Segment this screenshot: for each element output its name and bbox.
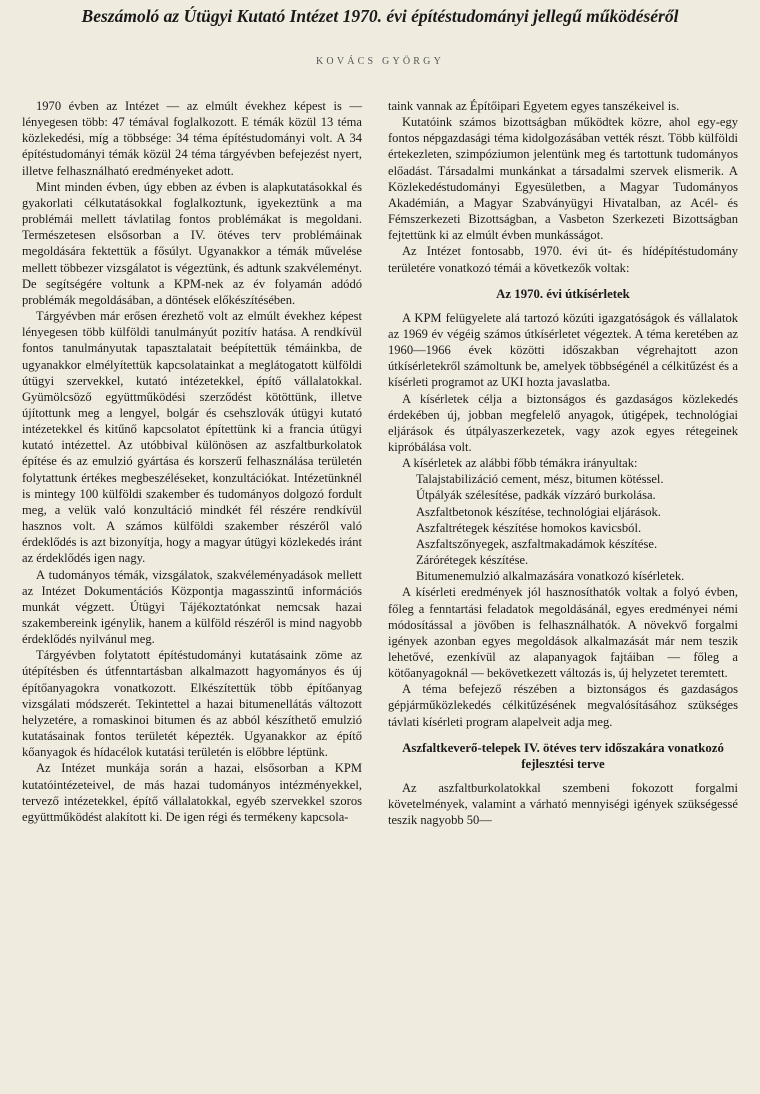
paragraph: Az Intézet fontosabb, 1970. évi út- és hídépítéstudomány területére vonatkozó témái a következők voltak: xyxy=(388,244,738,275)
section-heading: Aszfaltkeverő-telepek IV. ötéves terv időszakára vonatkozó fejlesztési terve xyxy=(402,740,724,771)
paragraph: Tárgyévben már erősen érezhető volt az elmúlt évekhez képest lényegesen több külföldi tanulmányút pozitív hatása. A rendkívül fontos tanulmányutak tapasztalatait beépítettük témáinkba, de ugyanakkor elmélyítettük kapcsolatainkat a meglátogatott külföldi útügyi szervekkel, kutató intézetekkel, építő vállalatokkal. Gyümölcsöző együttműködési szerződést kötöttünk, illetve újítottunk meg a lengyel, bolgár és csehszlovák útügyi kutató intézetekkel és kitűnő kapcsolatot építettünk ki a francia útügyi kutató intézettel. Az utóbbival különösen az aszfaltburkolatok építése és az emulzió gyártása és korszerű felhasználása területén folytattunk értékes megbeszéléseket, konzultációkat. Intézetünknél is mintegy 100 külföldi szakember és tudományos dolgozó fordult meg, a velük való konzultáció mindkét fél részére rendkívül hasznos volt. A számos külföldi szakember részéről való érdeklődés is azt bizonyítja, hogy a magyar útügyi közlekedés iránt az érdeklődés igen nagy. xyxy=(22,309,362,566)
topic-list xyxy=(388,471,738,584)
list-item: Aszfaltbetonok készítése, technológiai eljárások. xyxy=(416,504,661,519)
paragraph: A téma befejező részében a biztonságos és gazdaságos gépjárműközlekedés célkitűzésének megvalósításához szükséges távlati kísérleti program alapelveit adja meg. xyxy=(388,682,738,729)
paragraph: A kísérletek az alábbi főbb témákra irányultak: xyxy=(402,456,638,471)
right-column xyxy=(388,98,738,828)
paragraph-continued: taink vannak az Építőipari Egyetem egyes tanszékeivel is. xyxy=(388,99,680,113)
list-item: Talajstabilizáció cement, mész, bitumen kötéssel. xyxy=(416,472,664,487)
paragraph: A tudományos témák, vizsgálatok, szakvéleményadások mellett az Intézet Dokumentációs Központja magasszintű információs munkát végzett. Útügyi Tájékoztatónkat nemcsak hazai szakembereink igénylik, hanem a külföld részéről is mind nagyobb érdeklődés nyilvánul meg. xyxy=(22,567,362,647)
paragraph: Tárgyévben folytatott építéstudományi kutatásaink zöme az útépítésben és útfenntartásban alkalmazott hagyományos és új építőanyagokra vonatkozott. Elkészítettük több építőanyag vizsgálati módszerét. Tekintettel a hazai bitumenellátás változott helyzetére, a romaskinoi bitumen és az abból készíthető emulzió kutatásainak fontos területét képezték. Ugyanakkor az építő kőanyagok és hídacélok kutatási területén is előbbre léptünk. xyxy=(22,648,362,760)
article-title: Beszámoló az Útügyi Kutató Intézet 1970. évi építéstudományi jellegű működéséről xyxy=(81,6,679,26)
paragraph: A KPM felügyelete alá tartozó közúti igazgatóságok és vállalatok az 1969 év végéig számos útkísérletet végeztek. A téma keretében az 1960—1966 évek közötti időszakban végrehajtott azon útkísérletekről számoltunk be, amelyek többségénél a célkitűzést és a kísérleti programot az UKI hozta javaslatba. xyxy=(388,310,738,390)
left-column xyxy=(22,98,362,825)
list-item: Útpályák szélesítése, padkák vízzáró burkolása. xyxy=(416,488,656,503)
paragraph: 1970 évben az Intézet — az elmúlt évekhez képest is — lényegesen több: 47 témával foglalkozott. E témák közül 13 téma közlekedési, míg a többsége: 34 téma építéstudományi volt. A 34 építéstudományi témák közül 24 téma tárgyévben befejezést nyert, illetve felhasználható eredményeket adott. xyxy=(22,99,362,178)
paragraph: A kísérletek célja a biztonságos és gazdaságos közlekedés érdekében új, jobban megfelelő anyagok, útigépek, technológiai eljárások és útpályaszerkezetek, vagy azok egyes rétegeinek kipróbálása volt. xyxy=(388,391,738,454)
list-item: Aszfaltrétegek készítése homokos kavicsból. xyxy=(416,520,642,535)
paragraph: Kutatóink számos bizottságban működtek közre, ahol egy-egy fontos népgazdasági téma kidolgozásában vették részt. Több külföldi értekezleten, szimpóziumon jelentünk meg és tartottunk tudományos előadást. Társadalmi munkánkat a társadalmi szervek elismerik. A Közlekedéstudományi Egyesületben, a Magyar Tudományos Akadémián, a Magyar Szabványügyi Hivatalban, az Acél- és Fémszerkezeti Bizottságban, a Vasbeton Szerkezeti Bizottságban fejtettünk ki az elmúlt évben munkásságot. xyxy=(388,115,738,243)
article-author: KOVÁCS GYÖRGY xyxy=(316,56,444,67)
paragraph: Az aszfaltburkolatokkal szembeni fokozott forgalmi követelmények, valamint a várható mennyiségi igények szükségessé teszik nagyobb 50— xyxy=(388,780,738,828)
list-item: Bitumenemulzió alkalmazására vonatkozó kísérletek. xyxy=(416,569,685,584)
list-item: Záróréteg​ek készítése. xyxy=(416,553,529,568)
paragraph: Mint minden évben, úgy ebben az évben is alapkutatásokkal és gyakorlati célkutatásokkal foglalkoztunk, igyekeztünk a ma problémái mellett távlatilag fontos problémákat is megoldani. Természetesen elsősorban a IV. ötéves terv problémáinak megoldására fektettük a fősúlyt. Ugyanakkor a témák művelése mellett többezer vizsgálatot is végeztünk, és adtunk szakvéleményt. De segítségére voltunk a KPM-nek az év folyamán adódó problémák megoldásában, a döntések előkészítésében. xyxy=(22,179,362,307)
paragraph: Az Intézet munkája során a hazai, elsősorban a KPM kutatóintézeteivel, de más hazai tudományos intézményekkel, tervező intézetekkel, építő vállalatokkal, egyéb szervekkel szoros együttműködést alakított ki. De igen régi és termékeny kapcsola- xyxy=(22,761,362,824)
paragraph: A kísérleti eredmények jól hasznosíthatók voltak a folyó évben, főleg a fenntartási feladatok megoldásánál, egyes eredményei némi módosítással a jövőben is felhasználhatók. A növekvő forgalmi igények azonban egyes megoldások alkalmazását már nem teszik lehetővé, ezenkívül az alapanyagok fajtáiban — főleg a kötőanyagoknál — bekövetkezett változás is, új helyzetet teremtett. xyxy=(388,585,738,681)
list-item: Aszfaltszőnyegek, aszfaltmakadámok készítése. xyxy=(416,536,658,551)
section-heading: Az 1970. évi útkísérletek xyxy=(496,286,630,301)
